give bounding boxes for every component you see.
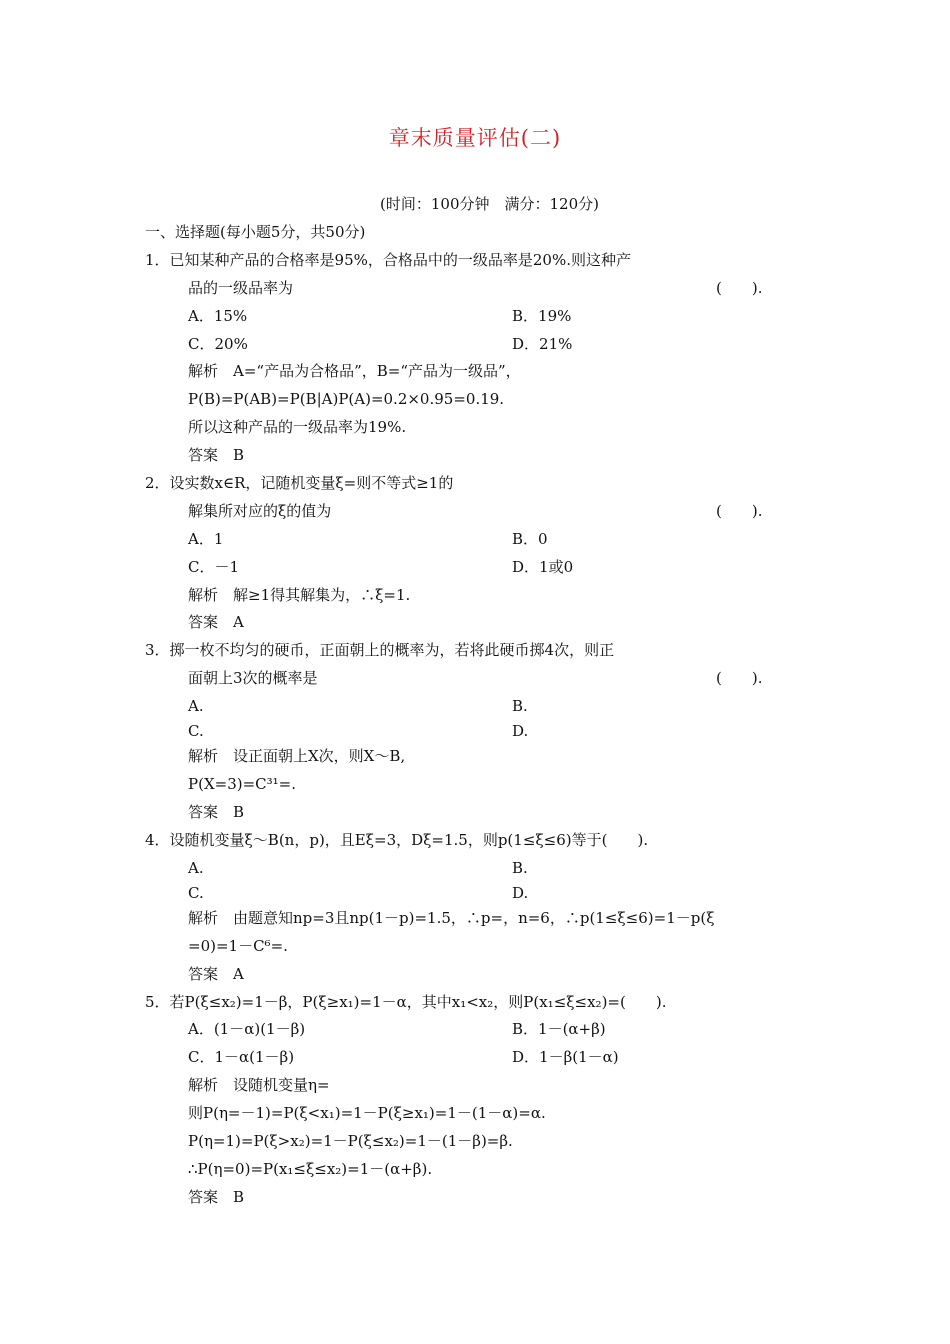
q4-option-c: C.: [188, 884, 204, 902]
q2-answer: 答案 A: [188, 613, 244, 631]
q5-option-d: D．1－β(1－α): [512, 1048, 619, 1066]
q1-option-d: D．21%: [512, 335, 573, 353]
q2-stem-line2: 解集所对应的ξ的值为: [188, 502, 332, 520]
q3-stem-line2: 面朝上3次的概率是: [188, 669, 318, 687]
q3-answer-paren: ( ).: [716, 669, 763, 687]
q1-solution-line1: 解析 A=“产品为合格品”，B=“产品为一级品”，: [188, 362, 521, 380]
q5-solution-line1: 解析 设随机变量η=: [188, 1076, 330, 1094]
q4-solution-line1: 解析 由题意知np=3且np(1－p)=1.5，∴p=，n=6，∴p(1≤ξ≤6)=1－p(ξ: [188, 909, 715, 927]
q5-option-b: B．1－(α+β): [512, 1020, 606, 1038]
q1-stem-line2: 品的一级品率为: [188, 279, 294, 297]
q5-solution-line4: ∴P(η=0)=P(x₁≤ξ≤x₂)=1－(α+β).: [188, 1160, 433, 1178]
q1-stem-line1: 1．已知某种产品的合格率是95%，合格品中的一级品率是20%.则这种产: [145, 251, 631, 269]
q2-option-b: B．0: [512, 530, 548, 548]
q5-option-c: C．1－α(1－β): [188, 1048, 295, 1066]
q3-option-c: C.: [188, 722, 204, 740]
q1-solution-line3: 所以这种产品的一级品率为19%.: [188, 418, 407, 436]
q4-solution-line2: =0)=1－C⁶=.: [188, 937, 288, 955]
q5-stem-line1: 5．若P(ξ≤x₂)=1－β，P(ξ≥x₁)=1－α，其中x₁<x₂，则P(x₁≤ξ≤x₂)=( ).: [145, 993, 667, 1011]
q2-stem-line1: 2．设实数x∈R，记随机变量ξ=则不等式≥1的: [145, 474, 454, 492]
q3-option-b: B.: [512, 697, 528, 715]
q2-option-a: A．1: [188, 530, 224, 548]
exam-info: (时间：100分钟 满分：120分): [380, 195, 599, 213]
q4-option-d: D.: [512, 884, 529, 902]
q2-option-d: D．1或0: [512, 558, 574, 576]
q5-solution-line3: P(η=1)=P(ξ>x₂)=1－P(ξ≤x₂)=1－(1－β)=β.: [188, 1132, 513, 1150]
q2-solution-line1: 解析 解≥1得其解集为，∴ξ=1.: [188, 586, 411, 604]
q4-stem-line1: 4．设随机变量ξ～B(n，p)，且Eξ=3，Dξ=1.5，则p(1≤ξ≤6)等于( ).: [145, 831, 649, 849]
q1-solution-line2: P(B)=P(AB)=P(B|A)P(A)=0.2×0.95=0.19.: [188, 390, 505, 408]
q3-option-d: D.: [512, 722, 529, 740]
q1-option-a: A．15%: [188, 307, 248, 325]
q1-option-c: C．20%: [188, 335, 248, 353]
q3-stem-line1: 3．掷一枚不均匀的硬币，正面朝上的概率为，若将此硬币掷4次，则正: [145, 641, 615, 659]
q5-solution-line2: 则P(η=－1)=P(ξ<x₁)=1－P(ξ≥x₁)=1－(1－α)=α.: [188, 1104, 546, 1122]
page-title: 章末质量评估(二): [388, 126, 562, 150]
q4-answer: 答案 A: [188, 965, 244, 983]
q1-answer: 答案 B: [188, 446, 245, 464]
q3-answer: 答案 B: [188, 803, 245, 821]
q5-answer: 答案 B: [188, 1188, 245, 1206]
q3-solution-line2: P(X=3)=C³¹=.: [188, 775, 296, 793]
q2-option-c: C．－1: [188, 558, 240, 576]
q1-answer-paren: ( ).: [716, 279, 763, 297]
q1-option-b: B．19%: [512, 307, 572, 325]
q4-option-a: A.: [188, 859, 204, 877]
q5-option-a: A．(1－α)(1－β): [188, 1020, 306, 1038]
q3-solution-line1: 解析 设正面朝上X次，则X～B,: [188, 747, 406, 765]
q3-option-a: A.: [188, 697, 204, 715]
q4-option-b: B.: [512, 859, 528, 877]
section-heading: 一、选择题(每小题5分，共50分): [145, 223, 366, 241]
q2-answer-paren: ( ).: [716, 502, 763, 520]
